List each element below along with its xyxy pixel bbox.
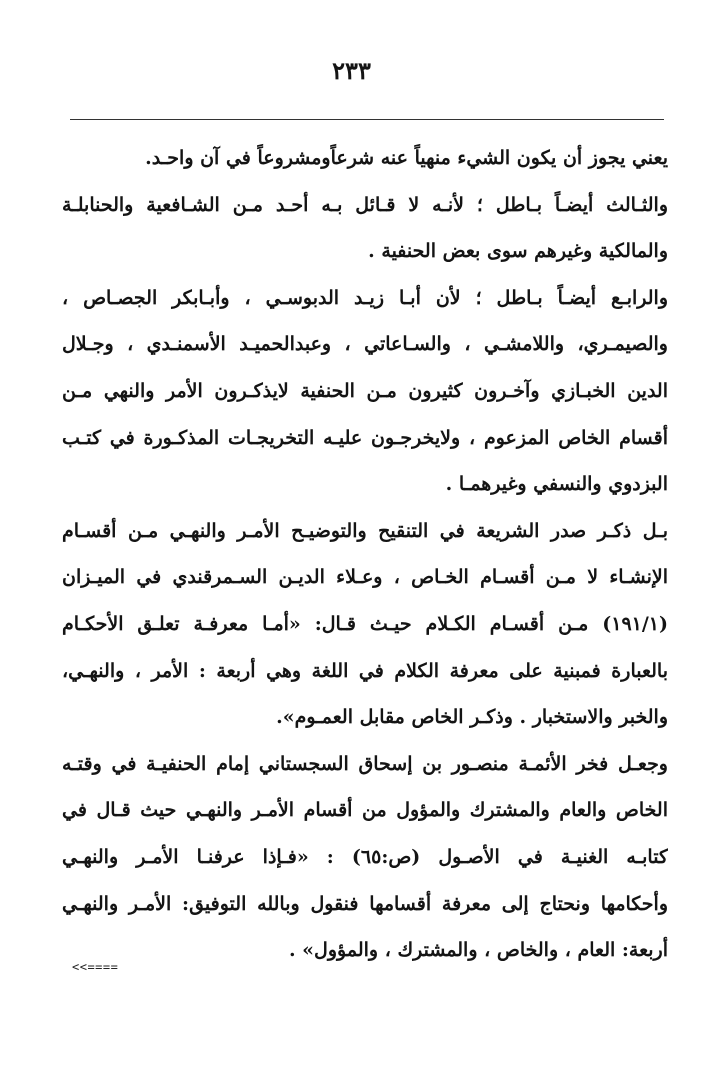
text-line: بـل ذكـر صدر الشريعة في التنقيح والتوضيـح الأمـر والنهـي مـن أقسـام	[62, 519, 668, 542]
text-line: يعني يجوز أن يكون الشيء منهياً عنه شرعاًومشروعاً في آن واحـد.	[145, 147, 668, 169]
text-line: (١٩١/١) مـن أقسـام الكـلام حيـث قـال: «أمـا معرفـة تعلـق الأحكـام	[62, 612, 668, 635]
text-line: وأحكامها ونحتاج إلى معرفة أقسامها فنقول وبالله التوفيق: الأمـر والنهـي	[62, 892, 668, 915]
body-text	[62, 135, 668, 974]
text-line: والمالكية وغيرهم سوى بعض الحنفية .	[368, 240, 668, 263]
text-line: الدين الخبـازي وآخـرون كثيرون مـن الحنفية لايذكـرون الأمر والنهي مـن	[62, 379, 668, 402]
text-line: والثـالث أيضـاً بـاطل ؛ لأنـه لا قـائل بـه أحـد مـن الشـافعية والحنابلـة	[62, 193, 668, 216]
text-line: أربعة: العام ، والخاص ، والمشترك ، والمؤول» .	[288, 939, 668, 962]
text-line: أقسام الخاص المزعوم ، ولايخرجـون عليـه التخريجـات المذكـورة في كتـب	[62, 426, 668, 449]
text-line: والصيمـري، واللامشـي ، والسـاعاتي ، وعبدالحميـد الأسمنـدي ، وجـلال	[62, 333, 668, 356]
end-mark: <<====	[72, 960, 119, 974]
page-number: ٢٣٣	[332, 56, 371, 85]
text-line: وجعـل فخر الأئمـة منصـور بن إسحاق السجستاني إمام الحنفيـة في وقتـه	[62, 752, 668, 775]
text-line: والرابـع أيضـاً بـاطل ؛ لأن أبـا زيـد الدبوسـي ، وأبـابكر الجصـاص ،	[62, 286, 668, 309]
text-line: الإنشـاء لا مـن أقسـام الخـاص ، وعـلاء الديـن السـمرقندي في الميـزان	[62, 566, 668, 589]
text-line: الخاص والعام والمشترك والمؤول من أقسام الأمـر والنهـي حيث قـال في	[62, 799, 668, 822]
text-line: والخبر والاستخبار . وذكـر الخاص مقابل العمـوم».	[276, 706, 668, 729]
text-line: كتابـه الغنيـة في الأصـول (ص:٦٥) : «فـإذا عرفنـا الأمـر والنهـي	[62, 845, 668, 868]
header-rule	[70, 119, 664, 120]
text-line: البزدوي والنسفي وغيرهمـا .	[445, 473, 668, 496]
text-line: بالعبارة فمبنية على معرفة الكلام في اللغة وهي أربعة : الأمر ، والنهـي،	[62, 659, 668, 682]
